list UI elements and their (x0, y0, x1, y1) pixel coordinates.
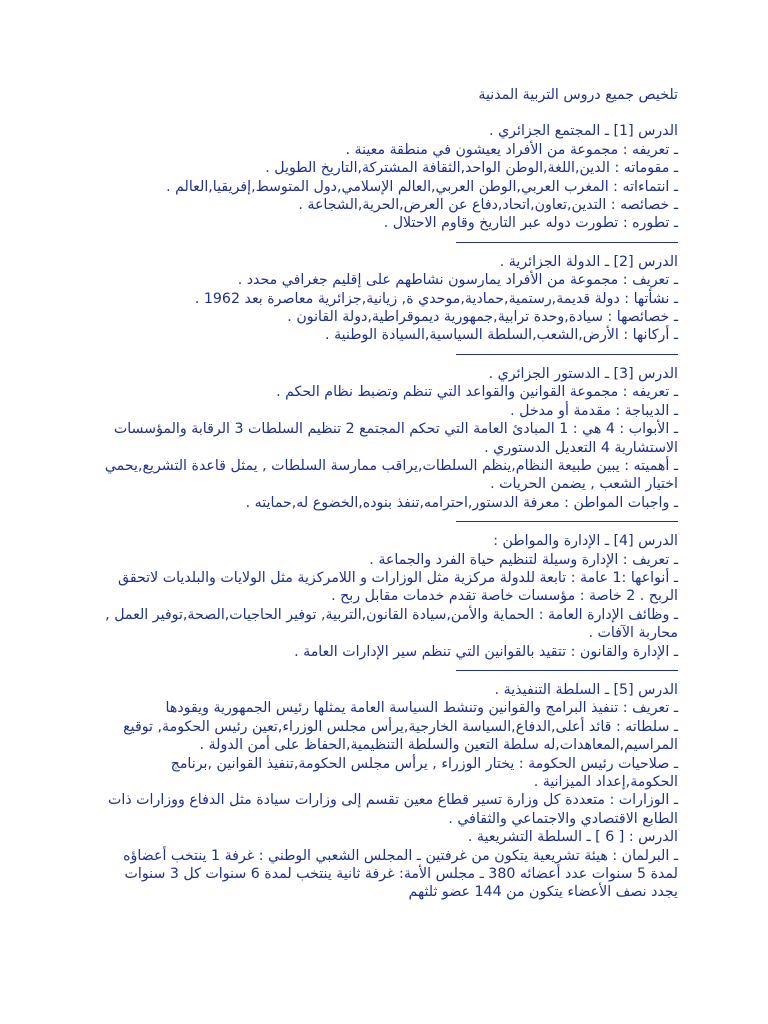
lesson-block (96, 122, 678, 232)
lesson-line: ـ الوزارات : متعددة كل وزارة تسير قطاع معين تقسم إلى وزارات سيادة مثل الدفاع ووزارات ذات الطابع الاقتصادي والاجتماعي والثقافي . (108, 792, 678, 827)
lesson-line: ـ خصائصه : التدين,تعاون,اتحاد,دفاع عن العرض,الحرية,الشجاعة . (298, 197, 678, 214)
section-divider (456, 242, 678, 243)
lesson-line: ـ البرلمان : هيئة تشريعية يتكون من غرفتين ـ المجلس الشعبي الوطني : غرفة 1 ينتخب أعضاؤه لمدة 5 سنوات عدد أعضائه 380 ـ مجلس الأمة: غرفة ثانية ينتخب لمدة 6 سنوات كل 3 سنوات يجدد نصف الأعضاء يتكون من 144 عضو ثلثهم (123, 847, 678, 901)
lesson-line: ـ أهميته : يبين طبيعة النظام,ينظم السلطات,يراقب ممارسة السلطات , يمثل قاعدة التشريع,يحمي اختيار الشعب , يضمن الحريات . (104, 457, 678, 493)
lesson-line: ـ أنواعها :1 عامة : تابعة للدولة مركزية مثل الوزارات و اللامركزية مثل الولايات والبلديات لاتحقق الربح . 2 خاصة : مؤسسات خاصة تقدم خدمات مقابل ربح . (118, 569, 678, 605)
lesson-line: ـ خصائصها : سيادة,وحدة ترابية,جمهورية ديموقراطية,دولة القانون . (287, 309, 678, 326)
lesson-line: ـ أركانها : الأرض,الشعب,السلطة السياسية,السيادة الوطنية . (325, 327, 678, 344)
lesson-heading: الدرس [5] ـ السلطة التنفيذية . (494, 681, 678, 698)
lesson-block (96, 253, 678, 345)
lesson-line: ـ تعريفه : مجموعة القوانين والقواعد التي تنظم وتضبط نظام الحكم . (276, 384, 678, 401)
lesson-line: ـ الأبواب : 4 هي : 1 المبادئ العامة التي تحكم المجتمع 2 تنظيم السلطات 3 الرقابة والمؤسسات الاستشارية 4 التعديل الدستوري . (113, 421, 678, 456)
lesson-line: ـ تعريف : تنفيذ البرامج والقوانين وتنشط السياسة العامة يمثلها رئيس الجمهورية ويقودها (165, 700, 678, 717)
section-divider (456, 670, 678, 671)
lesson-line: ـ انتماءاته : المغرب العربي,الوطن العربي,العالم الإسلامي,دول المتوسط,إفريقيا,العالم . (166, 178, 678, 195)
lesson-heading: الدرس [1] ـ المجتمع الجزائري . (489, 123, 678, 140)
lesson-block (96, 365, 678, 512)
lesson-line: ـ الإدارة والقانون : تتقيد بالقوانين التي تنظم سير الإدارات العامة . (294, 643, 678, 660)
lesson-heading: الدرس [3] ـ الدستور الجزائري . (488, 365, 678, 382)
lesson-line: ـ صلاحيات رئيس الحكومة : يختار الوزراء , يرأس مجلس الحكومة,تنفيذ القوانين ,برنامج الحكومة,إعداد الميزانية . (170, 755, 678, 790)
lesson-line: ـ تعريف : مجموعة من الأفراد يمارسون نشاطهم على إقليم جغرافي محدد . (237, 272, 678, 289)
lesson-line: ـ مقوماته : الدين,اللغة,الوطن الواحد,الثقافة المشتركة,التاريخ الطويل . (265, 160, 678, 177)
lesson-line: ـ وظائف الإدارة العامة : الحماية والأمن,سيادة القانون,التربية, توفير الحاجيات,الصحة,توفير العمل , محاربة الآفات . (105, 606, 678, 642)
lesson-line: ـ تطوره : تطورت دوله عبر التاريخ وقاوم الاحتلال . (383, 215, 678, 232)
lesson-line: ـ نشأتها : دولة قديمة,رستمية,حمادية,موحدي ة, زيانية,جزائرية معاصرة بعد 1962 . (194, 290, 678, 307)
lesson-block (96, 532, 678, 661)
document-body (96, 86, 678, 902)
lesson-line: ـ الديباجة : مقدمة أو مدخل . (510, 402, 678, 419)
lesson-heading: الدرس [2] ـ الدولة الجزائرية . (499, 253, 678, 270)
lesson-line: الدرس : [ 6 ] ـ السلطة التشريعية . (467, 829, 678, 846)
lesson-heading: الدرس [4] ـ الإدارة والمواطن : (493, 533, 678, 550)
lesson-line: ـ واجبات المواطن : معرفة الدستور,احترامه,تنفذ بنوده,الخضوع له,حمايته . (245, 494, 678, 511)
lesson-line: ـ تعريف : الإدارة وسيلة لتنظيم حياة الفرد والجماعة . (369, 551, 678, 568)
lesson-line: ـ سلطاته : قائد أعلى,الدفاع,السياسة الخارجية,يرأس مجلس الوزراء,تعين رئيس الحكومة, توقيع المراسيم,المعاهدات,له سلطة التعين والسلطة التنظيمية,الحفاظ على أمن الدولة . (123, 718, 678, 754)
lessons-container (96, 122, 678, 901)
document-title: تلخيص جميع دروس التربية المدنية (478, 87, 678, 103)
lesson-line: ـ تعريفه : مجموعة من الأفراد يعيشون في منطقة معينة . (345, 141, 678, 158)
section-divider (456, 354, 678, 355)
section-divider (456, 521, 678, 522)
lesson-block (96, 681, 678, 902)
